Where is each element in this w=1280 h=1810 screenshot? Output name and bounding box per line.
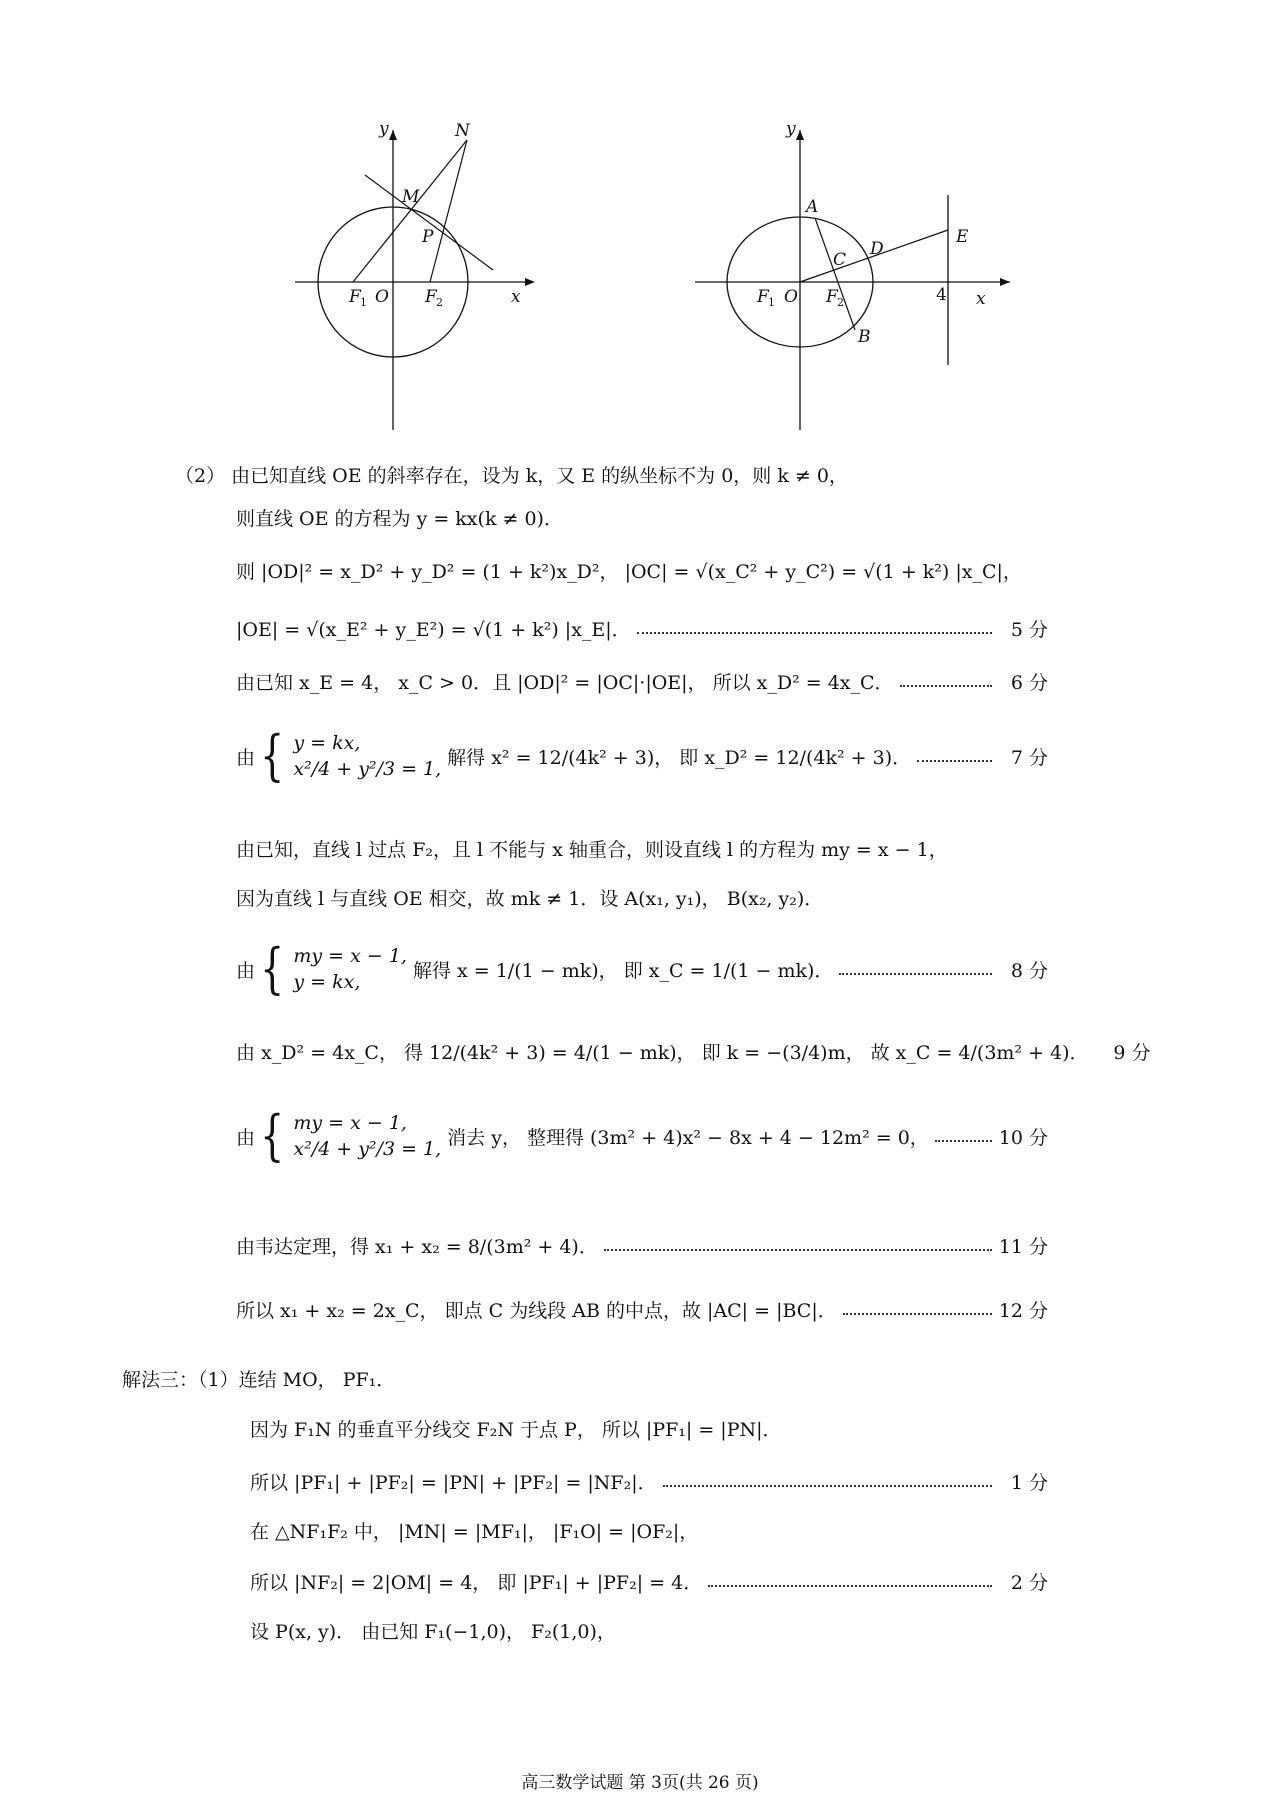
label-f2: F <box>826 287 838 307</box>
brace: { <box>260 937 285 1000</box>
brace: { <box>260 1104 285 1167</box>
score-8: 8 分 <box>1010 959 1048 982</box>
score-2: 2 分 <box>1010 1572 1048 1594</box>
label-n: N <box>455 121 470 141</box>
line-4-text: |OE| = √(x_E² + y_E²) = √(1 + k²) |x_E|． <box>236 619 631 641</box>
scored-line-5 <box>236 668 1048 695</box>
label-f2-sub: 2 <box>837 296 844 309</box>
label-y: y <box>379 119 389 139</box>
line-11-text: 消去 y， 整理得 (3m² + 4)x² − 8x + 4 − 12m² = 0， <box>447 1126 929 1149</box>
label-y: y <box>786 119 796 139</box>
equation-system <box>293 732 441 780</box>
leader-dots <box>935 1139 992 1142</box>
leader-dots <box>839 972 992 975</box>
from-label: 由 <box>236 1126 256 1149</box>
line-10-text: 由 x_D² = 4x_C， 得 12/(4k² + 3) = 4/(1 − mk)， 即 k = −(3/4)m， 故 x_C = 4/(3m² + 4)． <box>236 1042 1089 1064</box>
solution-line-15: 因为 F₁N 的垂直平分线交 F₂N 于点 P， 所以 |PF₁| = |PN|． <box>250 1419 782 1441</box>
solution-line-17: 在 △NF₁F₂ 中， |MN| = |MF₁|， |F₁O| = |OF₂|， <box>250 1521 699 1543</box>
line-5-text: 由已知 x_E = 4， x_C > 0．且 |OD|² = |OC|·|OE|， 所以 x_D² = 4x_C． <box>236 672 894 694</box>
label-o: O <box>784 287 798 307</box>
figure-circle-diagram <box>335 119 615 430</box>
solution-line-8: 因为直线 l 与直线 OE 相交，故 mk ≠ 1．设 A(x₁, y₁)， B(x₂, y₂)． <box>236 888 824 910</box>
scored-line-16 <box>250 1468 1048 1495</box>
score-11: 11 分 <box>998 1236 1048 1258</box>
leader-dots <box>604 1248 992 1251</box>
score-5: 5 分 <box>1010 619 1048 641</box>
score-6: 6 分 <box>1010 672 1048 694</box>
label-f1: F <box>757 287 769 307</box>
line-13-text: 所以 x₁ + x₂ = 2x_C， 即点 C 为线段 AB 的中点，故 |AC| = |BC|． <box>236 1300 837 1322</box>
label-f2-sub: 2 <box>436 296 443 309</box>
score-9: 9 分 <box>1113 1042 1151 1064</box>
equation-ellipse: x²/4 + y²/3 = 1, <box>293 758 442 780</box>
label-x: x <box>511 287 521 307</box>
label-p: P <box>422 227 434 247</box>
leader-dots <box>708 1584 992 1587</box>
label-e: E <box>956 227 969 247</box>
score-1: 1 分 <box>1010 1472 1048 1494</box>
equation-system <box>293 1112 441 1160</box>
scored-line-6 <box>236 720 1048 792</box>
line-9-text: 解得 x = 1/(1 − mk)， 即 x_C = 1/(1 − mk)． <box>412 959 834 982</box>
score-12: 12 分 <box>998 1300 1048 1322</box>
label-d: D <box>870 239 884 259</box>
leader-dots <box>637 631 992 634</box>
y-axis-arrow <box>796 130 804 140</box>
equation-system <box>293 945 407 993</box>
scored-line-4 <box>236 615 1048 642</box>
label-o: O <box>375 287 389 307</box>
leader-dots <box>900 684 992 687</box>
label-four: 4 <box>936 285 947 305</box>
segment-f2-n <box>430 140 467 282</box>
perpendicular-bisector <box>365 175 493 270</box>
scored-line-12 <box>236 1232 1048 1259</box>
line-6-text: 解得 x² = 12/(4k² + 3)， 即 x_D² = 12/(4k² + 3)． <box>447 746 912 769</box>
score-7: 7 分 <box>1010 746 1048 769</box>
label-b: B <box>858 327 871 347</box>
label-f1-sub: 1 <box>768 296 775 309</box>
scored-line-18 <box>250 1568 1048 1595</box>
from-label: 由 <box>236 746 256 769</box>
line-18-text: 所以 |NF₂| = 2|OM| = 4， 即 |PF₁| + |PF₂| = 4． <box>250 1572 703 1594</box>
label-m: M <box>402 187 420 207</box>
x-axis-arrow <box>1000 278 1010 286</box>
label-f1: F <box>349 287 361 307</box>
brace: { <box>260 724 285 787</box>
solution-line-2: 则直线 OE 的方程为 y = kx(k ≠ 0)． <box>236 508 563 530</box>
leader-dots <box>917 759 992 762</box>
figure-ellipse-diagram <box>700 119 1040 430</box>
label-a: A <box>806 197 819 217</box>
line-12-text: 由韦达定理，得 x₁ + x₂ = 8/(3m² + 4)． <box>236 1236 598 1258</box>
leader-dots <box>843 1312 992 1315</box>
equation-line-oe: y = kx, <box>293 971 361 993</box>
score-10: 10 分 <box>998 1126 1048 1149</box>
solution-line-7: 由已知，直线 l 过点 F₂，且 l 不能与 x 轴重合，则设直线 l 的方程为 my = x − 1， <box>236 839 948 861</box>
scored-line-13 <box>236 1296 1048 1323</box>
scored-line-9 <box>236 938 1048 1000</box>
y-axis-arrow <box>389 130 397 140</box>
scored-line-10 <box>236 1038 1151 1065</box>
label-f2: F <box>425 287 437 307</box>
solution-line-1: （2） 由已知直线 OE 的斜率存在，设为 k，又 E 的纵坐标不为 0，则 k ≠ 0， <box>175 465 848 487</box>
method-three-heading: 解法三：（1）连结 MO， PF₁． <box>122 1369 396 1391</box>
page-footer: 高三数学试题 第 3页(共 26 页) <box>521 1773 759 1793</box>
line-16-text: 所以 |PF₁| + |PF₂| = |PN| + |PF₂| = |NF₂|． <box>250 1472 657 1494</box>
label-x: x <box>976 289 986 309</box>
solution-line-3: 则 |OD|² = x_D² + y_D² = (1 + k²)x_D²， |OC| = √(x_C² + y_C²) = √(1 + k²) |x_C|， <box>236 561 1022 583</box>
equation-ellipse: x²/4 + y²/3 = 1, <box>293 1138 442 1160</box>
solution-line-19: 设 P(x, y)． 由已知 F₁(−1,0)， F₂(1,0)， <box>250 1621 616 1643</box>
equation-line: y = kx, <box>293 732 361 754</box>
label-c: C <box>833 250 847 270</box>
leader-dots <box>663 1484 992 1487</box>
equation-line-l: my = x − 1, <box>293 945 407 967</box>
equation-line-l: my = x − 1, <box>293 1112 407 1134</box>
x-axis-arrow <box>525 278 535 286</box>
scored-line-11 <box>236 1100 1048 1172</box>
label-f1-sub: 1 <box>360 296 367 309</box>
from-label: 由 <box>236 959 256 982</box>
